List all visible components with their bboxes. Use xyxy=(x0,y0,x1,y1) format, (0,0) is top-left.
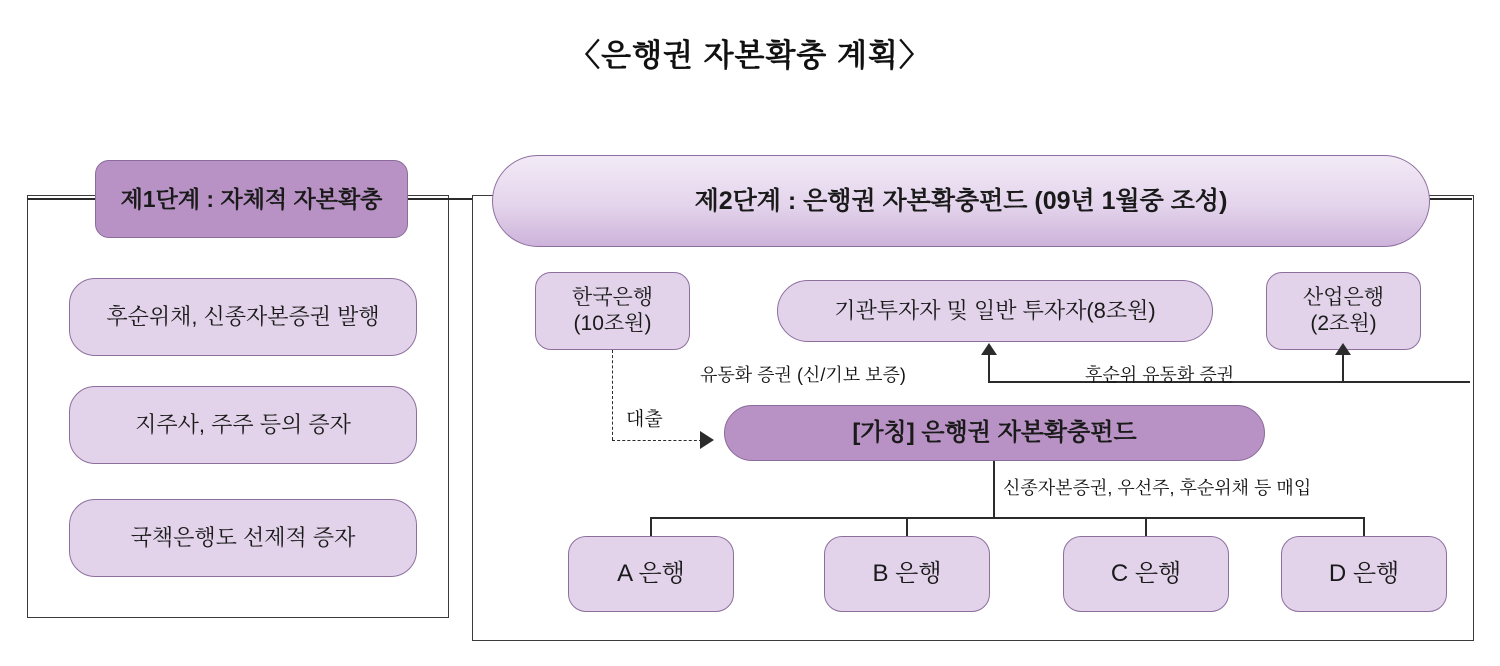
investors-box: 기관투자자 및 일반 투자자(8조원) xyxy=(777,280,1213,342)
branch-to-bank-a xyxy=(650,517,652,536)
bank-b-box: B 은행 xyxy=(824,536,990,612)
sub-abs-arrowhead-kdb xyxy=(1335,343,1351,355)
stage1-header: 제1단계 : 자체적 자본확충 xyxy=(95,160,408,238)
loan-line-vertical xyxy=(612,350,613,440)
frame-tick-right-stage2 xyxy=(1430,198,1472,200)
fund-to-banks-stem xyxy=(993,461,995,517)
bank-d-box: D 은행 xyxy=(1281,536,1447,612)
edge-label-sub-abs: 후순위 유동화 증권 xyxy=(1085,365,1235,385)
stage1-item-subordinated-bonds: 후순위채, 신종자본증권 발행 xyxy=(69,278,417,356)
stage1-item-policy-bank: 국책은행도 선제적 증자 xyxy=(69,499,417,577)
frame-tick-left-stage1 xyxy=(27,198,95,200)
bank-of-korea-box xyxy=(535,272,690,350)
abs-line-endcap xyxy=(1468,381,1470,382)
abs-arrowhead-investors xyxy=(981,343,997,355)
branch-to-bank-c xyxy=(1145,517,1147,536)
kdb-label-line1: 산업은행 xyxy=(1302,286,1385,310)
bok-label-line2: (10조원) xyxy=(573,312,652,335)
sub-abs-line-vertical-kdb xyxy=(1342,355,1344,383)
loan-arrowhead xyxy=(700,431,714,449)
bank-c-box: C 은행 xyxy=(1063,536,1229,612)
stage1-item-holding-company: 지주사, 주주 등의 증자 xyxy=(69,386,417,464)
edge-label-loan: 대출 xyxy=(626,409,663,430)
edge-label-abs: 유동화 증권 (신/기보 보증) xyxy=(700,365,906,385)
capital-expansion-fund-box: [가칭] 은행권 자본확충펀드 xyxy=(724,405,1265,461)
frame-tick-right-stage1 xyxy=(408,198,472,200)
abs-line-vertical-investors xyxy=(988,355,990,383)
stage2-header: 제2단계 : 은행권 자본확충펀드 (09년 1월중 조성) xyxy=(492,155,1430,247)
edge-label-purchase: 신종자본증권, 우선주, 후순위채 등 매입 xyxy=(1003,478,1312,498)
bank-a-box: A 은행 xyxy=(568,536,734,612)
korea-development-bank-box xyxy=(1266,272,1421,350)
loan-line-horizontal xyxy=(612,440,702,441)
branch-to-bank-b xyxy=(906,517,908,536)
kdb-label-line2: (2조원) xyxy=(1310,312,1377,335)
branch-to-bank-d xyxy=(1363,517,1365,536)
fund-to-banks-bus xyxy=(650,517,1364,519)
page-title: 〈은행권 자본확충 계획〉 xyxy=(569,38,931,73)
bok-label-line1: 한국은행 xyxy=(571,286,654,310)
